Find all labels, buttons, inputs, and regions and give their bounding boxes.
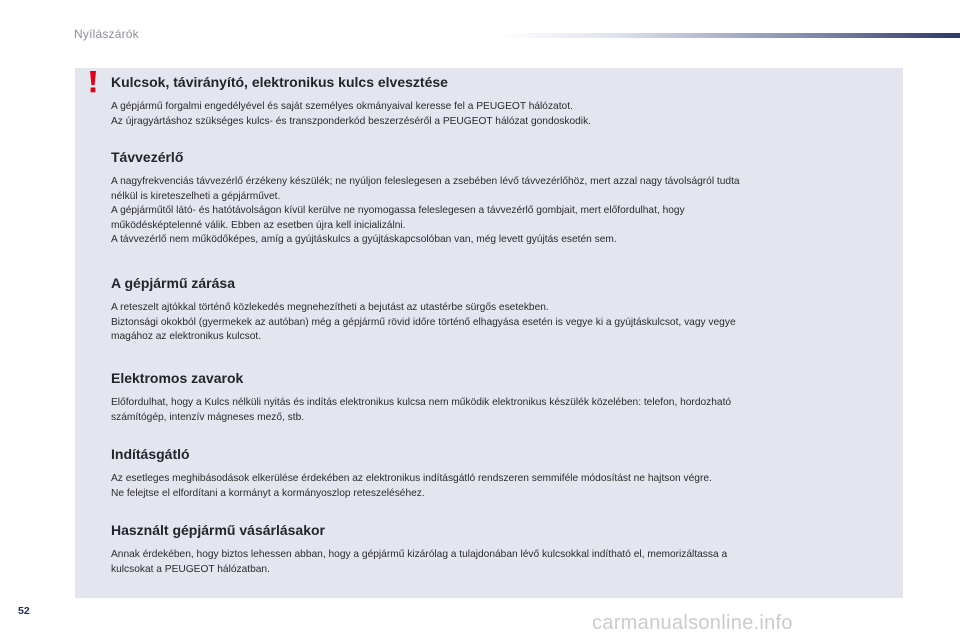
section-vehicle-locking <box>111 275 881 345</box>
section-line: A gépjármű forgalmi engedélyével és saját személyes okmányaival keresse fel a PEUGEOT hálózatot. <box>111 101 573 112</box>
section-line: számítógép, intenzív mágneses mező, stb. <box>111 411 305 423</box>
section-used-vehicle <box>111 522 881 577</box>
section-line: nélkül is kireteszelheti a gépjárművet. <box>111 190 281 202</box>
section-line: Előfordulhat, hogy a Kulcs nélküli nyitás és indítás elektronikus kulcsa nem működik elektronikus készülék közelében: telefon, hordozható <box>111 397 732 408</box>
section-title: Használt gépjármű vásárlásakor <box>111 522 325 538</box>
section-line: A távvezérlő nem működőképes, amíg a gyújtáskulcs a gyújtáskapcsolóban van, még levett gyújtás esetén sem. <box>111 234 617 246</box>
section-line: A reteszelt ajtókkal történő közlekedés megnehezítheti a bejutást az utastérbe sürgős esetekben. <box>111 302 549 313</box>
section-remote-control <box>111 149 881 248</box>
section-line: Ne felejtse el elfordítani a kormányt a kormányoszlop reteszeléséhez. <box>111 487 425 499</box>
section-line: működésképtelenné válik. Ebben az esetben újra kell inicializálni. <box>111 219 406 231</box>
section-electrical-interference <box>111 370 881 425</box>
section-immobiliser <box>111 446 881 501</box>
section-title: Elektromos zavarok <box>111 370 244 386</box>
watermark-text: carmanualsonline.info <box>592 612 793 634</box>
page-header-bar <box>500 33 960 38</box>
section-lost-keys <box>111 74 881 129</box>
section-title: Kulcsok, távirányító, elektronikus kulcs elvesztése <box>111 74 448 90</box>
section-title: Indításgátló <box>111 446 190 462</box>
section-line: Az újragyártáshoz szükséges kulcs- és transzponderkód beszerzéséről a PEUGEOT hálózat gondoskodik. <box>111 115 591 127</box>
page-header-title: Nyílászárók <box>74 27 139 41</box>
section-title: A gépjármű zárása <box>111 275 235 291</box>
exclamation-icon <box>86 71 100 93</box>
section-line: kulcsokat a PEUGEOT hálózatban. <box>111 563 270 575</box>
page-number: 52 <box>18 605 30 617</box>
section-title: Távvezérlő <box>111 149 184 165</box>
section-line: Az esetleges meghibásodások elkerülése érdekében az elektronikus indításgátló rendszeren semmiféle módosítást ne hajtson végre. <box>111 473 712 484</box>
section-line: A nagyfrekvenciás távvezérlő érzékeny készülék; ne nyúljon feleslegesen a zsebében lévő távvezérlőhöz, mert azzal nagy távolságról tudta <box>111 176 740 187</box>
section-line: magához az elektronikus kulcsot. <box>111 331 262 343</box>
section-line: Biztonsági okokból (gyermekek az autóban) még a gépjármű rövid időre történő elhagyása esetén is vegye ki a gyújtáskulcsot, vagy vegye <box>111 316 736 328</box>
section-line: A gépjárműtől látó- és hatótávolságon kívül kerülve ne nyomogassa feleslegesen a távvezérlő gombjait, mert előfordulhat, hogy <box>111 205 685 217</box>
section-line: Annak érdekében, hogy biztos lehessen abban, hogy a gépjármű kizárólag a tulajdonában lévő kulcsokkal indítható el, memorizáltassa a <box>111 549 728 560</box>
